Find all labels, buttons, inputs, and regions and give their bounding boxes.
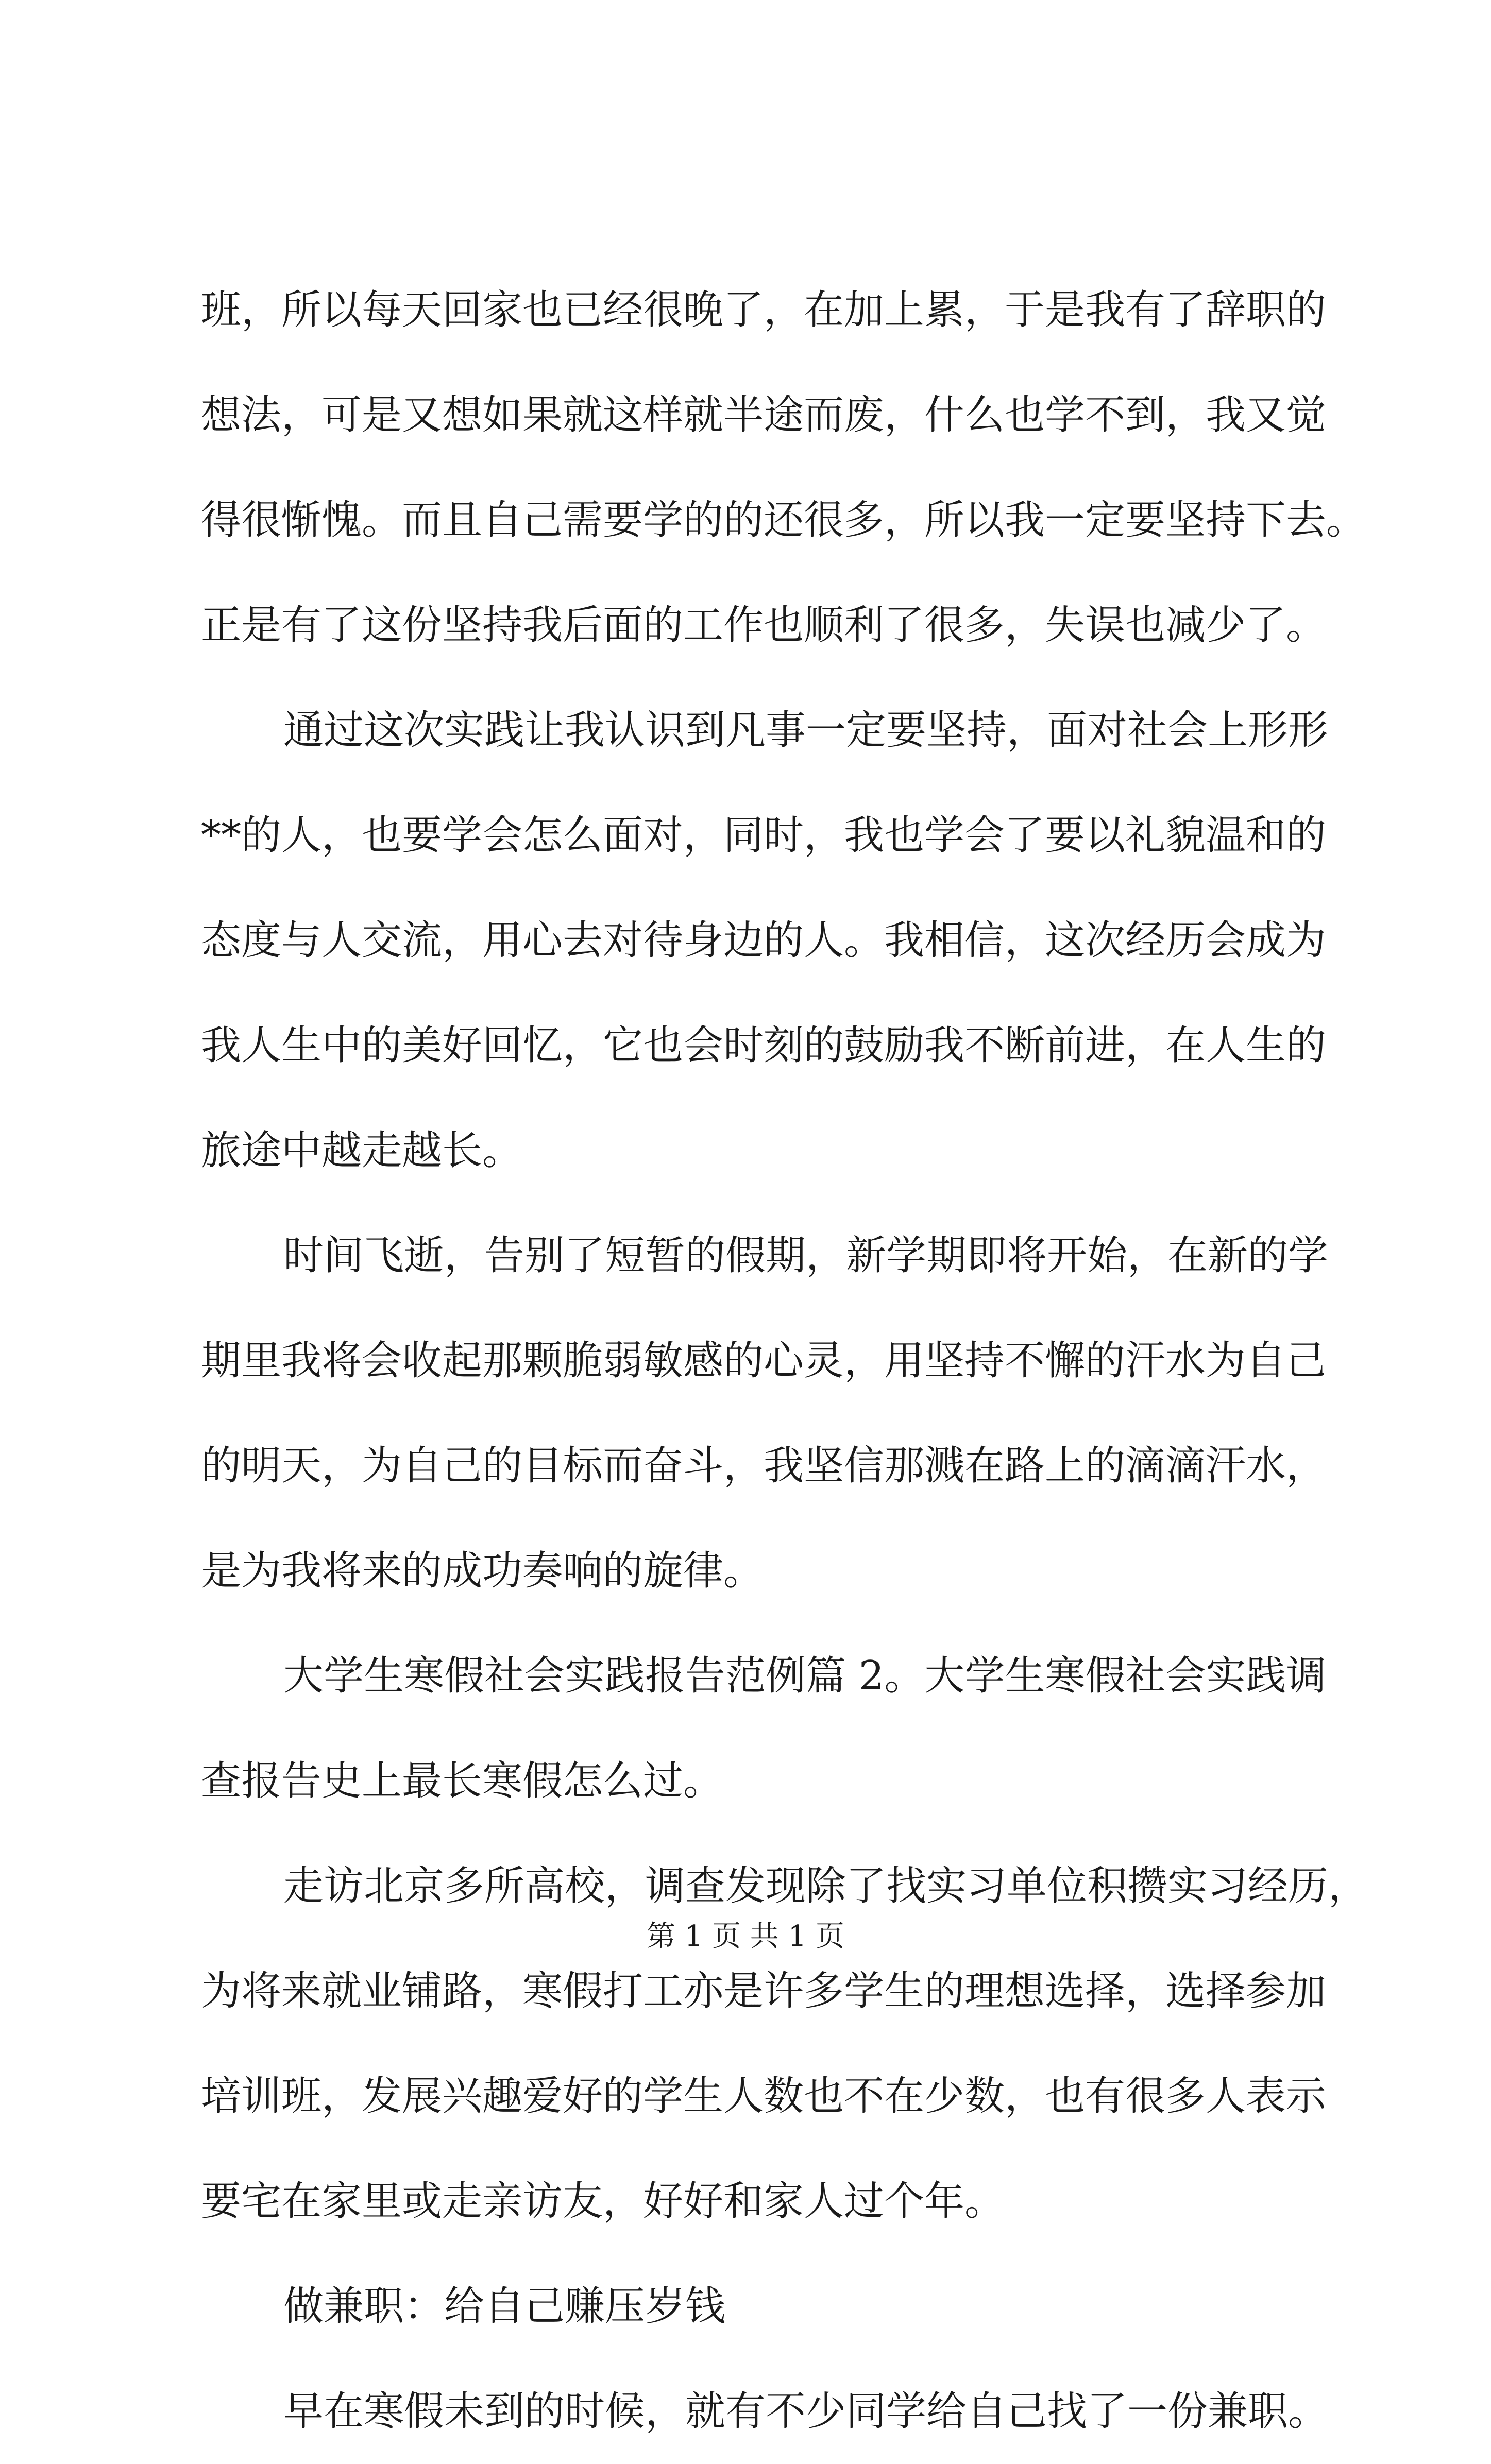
paragraph-first-line: 时间飞逝，告别了短暂的假期，新学期即将开始，在新的学 xyxy=(283,1233,1329,1279)
text-line: 查报告史上最长寒假怎么过。 xyxy=(201,1758,724,1804)
document-body xyxy=(201,258,1369,2464)
text-line: 旅途中越走越长。 xyxy=(201,1127,523,1174)
paragraph-first-line: 大学生寒假社会实践报告范例篇 2。大学生寒假社会实践调 xyxy=(283,1653,1327,1699)
paragraph-first-line: 早在寒假未到的时候，就有不少同学给自己找了一份兼职。 xyxy=(283,2388,1329,2435)
text-line: 我人生中的美好回忆，它也会时刻的鼓励我不断前进，在人生的 xyxy=(201,1022,1327,1069)
section-heading: 做兼职：给自己赚压岁钱 xyxy=(283,2283,726,2330)
text-line: 班，所以每天回家也已经很晚了，在加上累，于是我有了辞职的 xyxy=(201,287,1327,333)
text-line: 期里我将会收起那颗脆弱敏感的心灵，用坚持不懈的汗水为自己 xyxy=(201,1338,1327,1384)
text-line: 态度与人交流，用心去对待身边的人。我相信，这次经历会成为 xyxy=(201,917,1327,964)
text-line: 为将来就业铺路，寒假打工亦是许多学生的理想选择，选择参加 xyxy=(201,1968,1327,2014)
text-line: 想法，可是又想如果就这样就半途而废，什么也学不到，我又觉 xyxy=(201,392,1327,438)
text-line: 的明天，为自己的目标而奋斗，我坚信那溅在路上的滴滴汗水， xyxy=(201,1443,1327,1489)
text-line: 是为我将来的成功奏响的旋律。 xyxy=(201,1548,764,1594)
page-number-footer: 第 1 页 共 1 页 xyxy=(646,1920,845,1953)
text-line: 要宅在家里或走亲访友，好好和家人过个年。 xyxy=(201,2178,1005,2225)
text-line: 正是有了这份坚持我后面的工作也顺利了很多，失误也减少了。 xyxy=(201,602,1327,648)
paragraph-first-line: 走访北京多所高校，调查发现除了找实习单位积攒实习经历， xyxy=(283,1863,1369,1909)
text-line: 培训班，发展兴趣爱好的学生人数也不在少数，也有很多人表示 xyxy=(201,2073,1327,2119)
text-line: 得很惭愧。而且自己需要学的的还很多，所以我一定要坚持下去。 xyxy=(201,497,1367,543)
paragraph-first-line: 通过这次实践让我认识到凡事一定要坚持，面对社会上形形 xyxy=(283,707,1329,754)
text-line: **的人，也要学会怎么面对，同时，我也学会了要以礼貌温和的 xyxy=(201,812,1327,859)
